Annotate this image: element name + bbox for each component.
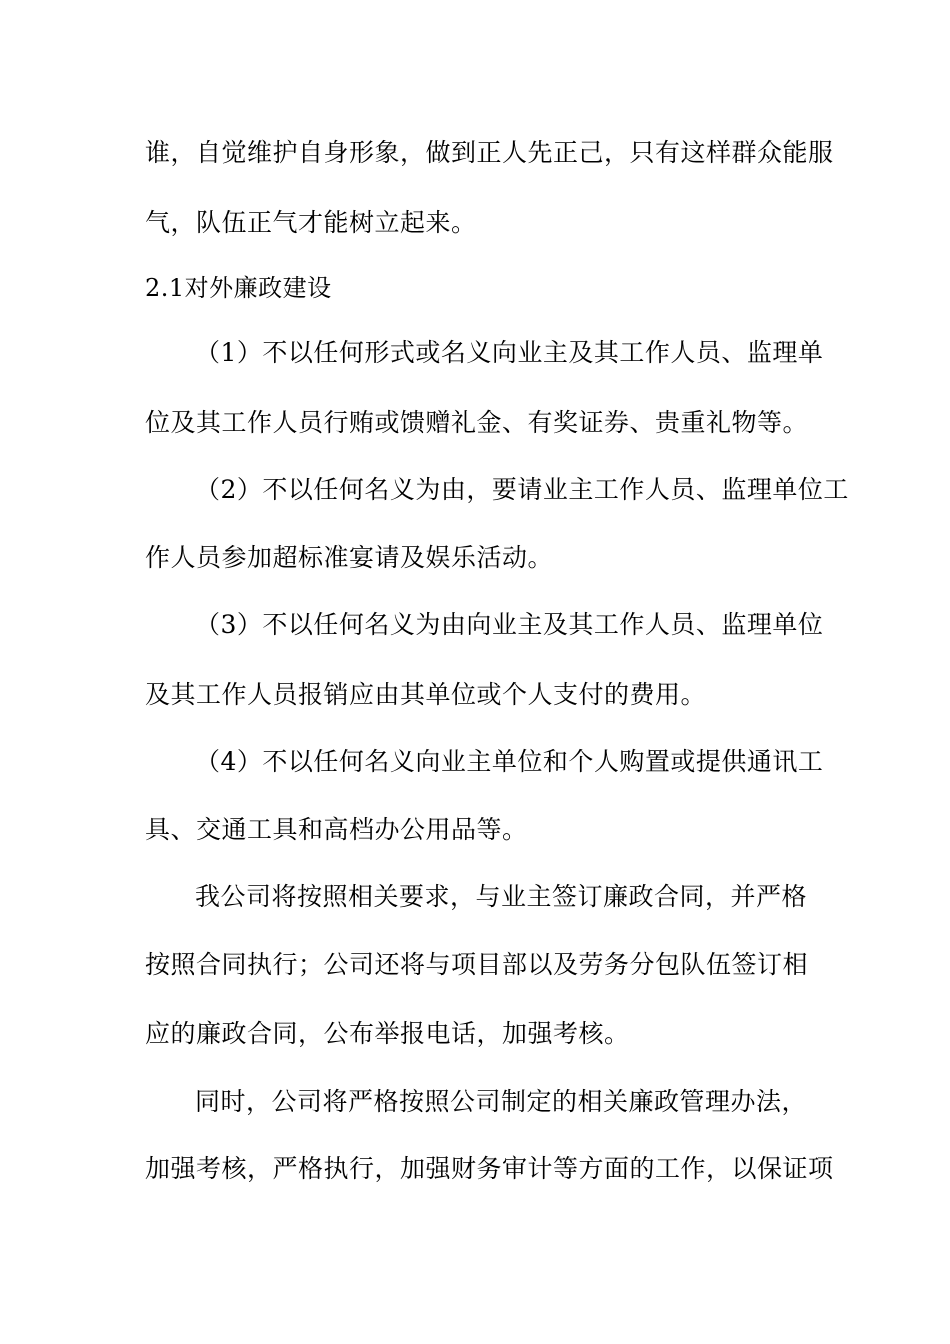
- paragraph-line: 作人员参加超标准宴请及娱乐活动。: [145, 543, 554, 572]
- paragraph-line: 同时，公司将严格按照公司制定的相关廉政管理办法，: [195, 1087, 808, 1116]
- paragraph-line: 及其工作人员报销应由其单位或个人支付的费用。: [145, 680, 707, 709]
- paragraph-line: （1）不以任何形式或名义向业主及其工作人员、监理单: [195, 338, 824, 367]
- section-heading: 2.1对外廉政建设: [145, 274, 332, 302]
- paragraph-line: 我公司将按照相关要求，与业主签订廉政合同，并严格: [195, 882, 808, 911]
- paragraph-line: （3）不以任何名义为由向业主及其工作人员、监理单位: [195, 610, 824, 639]
- paragraph-line: 应的廉政合同，公布举报电话，加强考核。: [145, 1019, 630, 1048]
- paragraph-line: 谁，自觉维护自身形象，做到正人先正己，只有这样群众能服: [145, 138, 834, 167]
- paragraph-line: 位及其工作人员行贿或馈赠礼金、有奖证券、贵重礼物等。: [145, 408, 809, 437]
- paragraph-line: （4）不以任何名义向业主单位和个人购置或提供通讯工: [195, 747, 824, 776]
- paragraph-line: 按照合同执行；公司还将与项目部以及劳务分包队伍签订相: [145, 950, 809, 979]
- paragraph-line: （2）不以任何名义为由，要请业主工作人员、监理单位工: [195, 475, 849, 504]
- paragraph-line: 气，队伍正气才能树立起来。: [145, 208, 477, 237]
- paragraph-line: 具、交通工具和高档办公用品等。: [145, 815, 528, 844]
- paragraph-line: 加强考核，严格执行，加强财务审计等方面的工作，以保证项: [145, 1154, 834, 1183]
